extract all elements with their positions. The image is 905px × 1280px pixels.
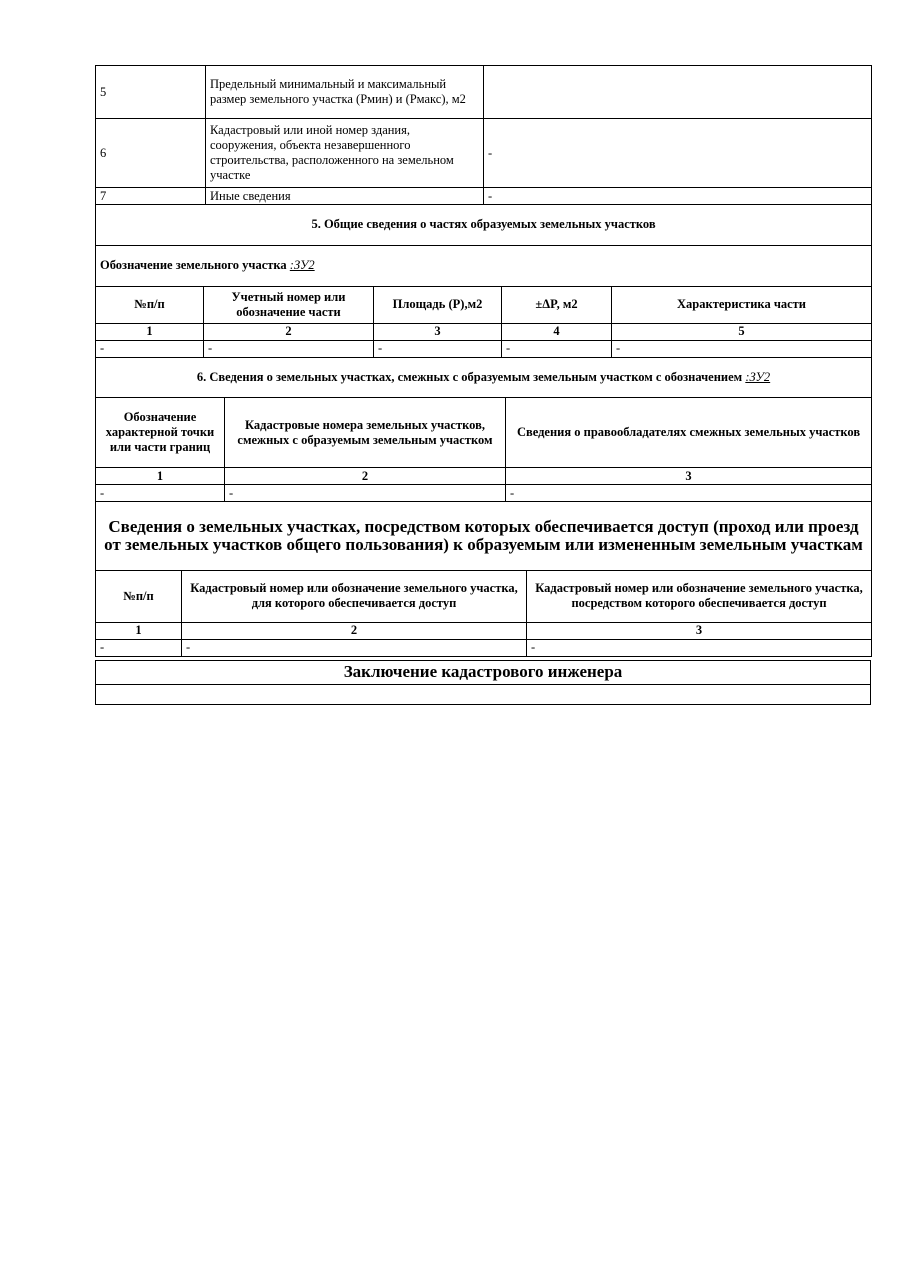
designation-label: Обозначение земельного участка [100,258,287,272]
table-cell: - [527,639,872,656]
row-label: Кадастровый или иной номер здания, сооружения, объекта незавершенного строительства, расположенного на земельном участке [206,119,484,188]
col-header-target-plot: Кадастровый номер или обозначение земельного участка, для которого обеспечивается доступ [182,570,527,622]
table-cell: - [96,639,182,656]
table-row [96,485,872,502]
col-number: 2 [225,468,506,485]
table-cell: - [506,485,872,502]
col-number: 5 [612,323,872,340]
section6-title [96,358,872,398]
col-number: 2 [204,323,374,340]
table-row [96,340,872,357]
col-header-area: Площадь (P),м2 [374,286,502,323]
designation-value: :ЗУ2 [289,258,315,272]
table-cell: - [225,485,506,502]
row-number: 6 [96,119,206,188]
access-table [95,502,872,657]
table-cell: - [96,340,204,357]
document-sheet [95,65,871,705]
col-number: 3 [506,468,872,485]
table-cell: - [374,340,502,357]
access-title: Сведения о земельных участках, посредством которых обеспечивается доступ (проход или проезд от земельных участков общего пользования) к образуемым или измененным земельным участкам [96,502,872,570]
conclusion-title: Заключение кадастрового инженера [96,660,871,684]
table-row [96,119,872,188]
section6-title-text: 6. Сведения о земельных участках, смежных с образуемым земельным участком с обозначением [196,369,743,384]
col-header-characteristic: Характеристика части [612,286,872,323]
land-plot-info-table [95,65,872,205]
section6-table [95,358,872,503]
col-header-owners: Сведения о правообладателях смежных земельных участков [506,398,872,468]
section5-designation [96,245,872,286]
table-row [96,188,872,205]
row-number: 7 [96,188,206,205]
row-value: - [484,119,872,188]
row-value: - [484,188,872,205]
col-number: 4 [502,323,612,340]
table-cell: - [612,340,872,357]
col-number: 1 [96,622,182,639]
row-number: 5 [96,66,206,119]
conclusion-table [95,660,871,705]
col-header-delta: ±ΔP, м2 [502,286,612,323]
table-cell: - [204,340,374,357]
col-header-number: №п/п [96,286,204,323]
section5-table [95,205,872,358]
col-header-point: Обозначение характерной точки или части границ [96,398,225,468]
section6-title-value: :ЗУ2 [745,369,771,384]
conclusion-text [96,684,871,704]
col-number: 3 [527,622,872,639]
col-header-part-id: Учетный номер или обозначение части [204,286,374,323]
col-number: 2 [182,622,527,639]
table-row [96,66,872,119]
row-label: Предельный минимальный и максимальный размер земельного участка (Pмин) и (Pмакс), м2 [206,66,484,119]
section5-title: 5. Общие сведения о частях образуемых земельных участков [96,205,872,245]
row-value [484,66,872,119]
col-header-number: №п/п [96,570,182,622]
col-header-access-plot: Кадастровый номер или обозначение земельного участка, посредством которого обеспечивается доступ [527,570,872,622]
col-number: 1 [96,323,204,340]
table-cell: - [96,485,225,502]
row-label: Иные сведения [206,188,484,205]
col-header-cadastral: Кадастровые номера земельных участков, смежных с образуемым земельным участком [225,398,506,468]
col-number: 1 [96,468,225,485]
table-cell: - [502,340,612,357]
col-number: 3 [374,323,502,340]
table-cell: - [182,639,527,656]
table-row [96,639,872,656]
